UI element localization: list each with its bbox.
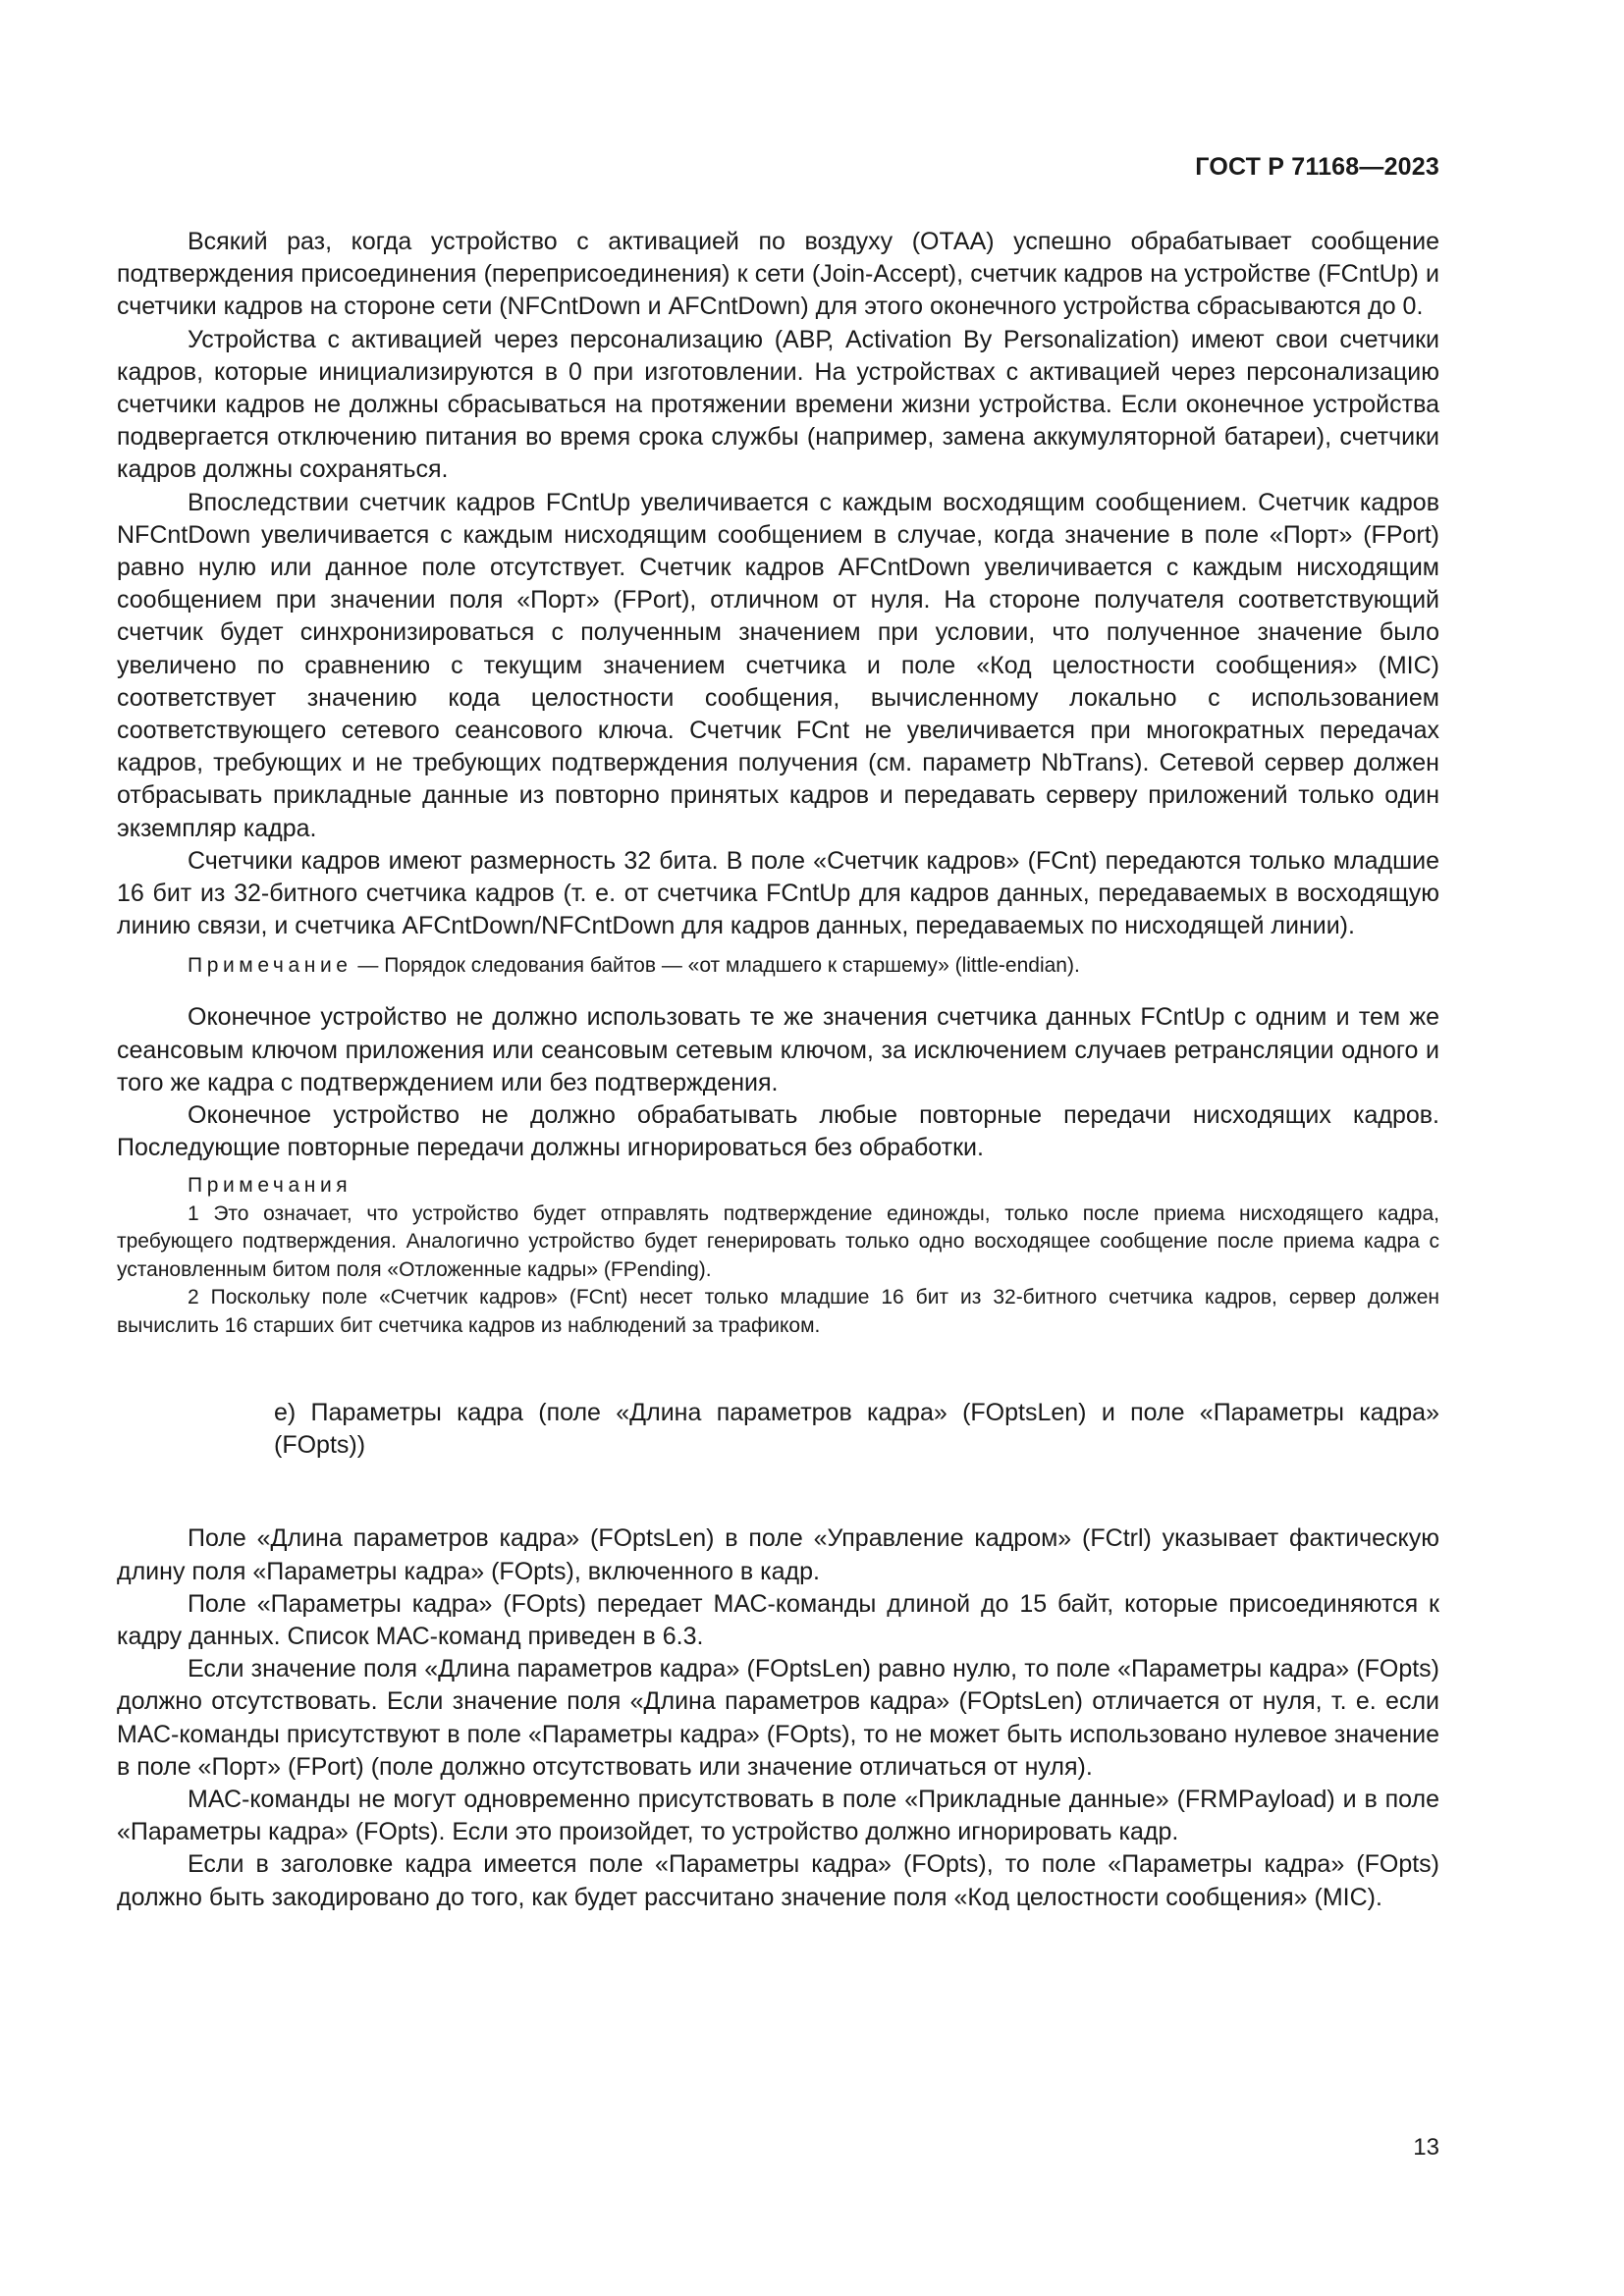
- paragraph: Оконечное устройство не должно использовать те же значения счетчика данных FCntUp с одним и тем же сеансовым ключом приложения или сеансовым сетевым ключом, за исключением случаев ретрансляции одного и того же кадра с подтверждением или без подтверждения.: [117, 1003, 1439, 1096]
- note: [117, 952, 1439, 980]
- note-text: — Порядок следования байтов — «от младшего к старшему» (little-endian).: [357, 954, 1080, 978]
- notes-title: Примечания: [188, 1174, 352, 1198]
- paragraph: Оконечное устройство не должно обрабатывать любые повторные передачи нисходящих кадров. Последующие повторные передачи должны игнорироваться без обработки.: [117, 1101, 1439, 1162]
- document-id-header: ГОСТ Р 71168—2023: [1195, 153, 1439, 181]
- paragraph: Поле «Длина параметров кадра» (FOptsLen) в поле «Управление кадром» (FCtrl) указывает фактическую длину поля «Параметры кадра» (FOpts), включенного в кадр.: [117, 1524, 1439, 1585]
- note-item: 2 Поскольку поле «Счетчик кадров» (FCnt) несет только младшие 16 бит из 32-битного счетчика кадров, сервер должен вычислить 16 старших бит счетчика кадров из наблюдений за трафиком.: [117, 1286, 1439, 1337]
- paragraph: Поле «Параметры кадра» (FOpts) передает МАС-команды длиной до 15 байт, которые присоединяются к кадру данных. Список МАС-команд приведен в 6.3.: [117, 1589, 1439, 1650]
- paragraph: МАС-команды не могут одновременно присутствовать в поле «Прикладные данные» (FRMPayload) и в поле «Параметры кадра» (FOpts). Если это произойдет, то устройство должно игнорировать кадр.: [117, 1785, 1439, 1846]
- notes-block: [117, 1172, 1439, 1339]
- paragraph: Впоследствии счетчик кадров FCntUp увеличивается с каждым восходящим сообщением. Счетчик кадров NFCntDown увеличивается с каждым нисходящим сообщением в случае, когда значение в поле «Порт» (FPort) равно нулю или данное поле отсутствует. Счетчик кадров AFCntDown увеличивается с каждым нисходящим сообщением при значении поля «Порт» (FPort), отличном от нуля. На стороне получателя соответствующий счетчик будет синхронизироваться с полученным значением при условии, что полученное значение было увеличено по сравнению с текущим значением счетчика и поле «Код целостности сообщения» (MIC) соответствует значению кода целостности сообщения, вычисленному локально с использованием соответствующего сетевого сеансового ключа. Счетчик FCnt не увеличивается при многократных передачах кадров, требующих и не требующих подтверждения получения (см. параметр NbTrans). Сетевой сервер должен отбрасывать прикладные данные из повторно принятых кадров и передавать серверу приложений только один экземпляр кадра.: [117, 488, 1439, 842]
- paragraph: Если в заголовке кадра имеется поле «Параметры кадра» (FOpts), то поле «Параметры кадра» (FOpts) должно быть закодировано до того, как будет рассчитано значение поля «Код целостности сообщения» (MIC).: [117, 1850, 1439, 1911]
- paragraph: Всякий раз, когда устройство с активацией по воздуху (ОТАА) успешно обрабатывает сообщение подтверждения присоединения (переприсоединения) к сети (Join-Accept), счетчик кадров на устройстве (FCntUp) и счетчики кадров на стороне сети (NFCntDown и AFCntDown) для этого оконечного устройства сбрасываются до 0.: [117, 228, 1439, 321]
- note-item: 1 Это означает, что устройство будет отправлять подтверждение единожды, только после приема нисходящего кадра, требующего подтверждения. Аналогично устройство будет генерировать только одно восходящее сообщение после приема кадра с установленным битом поля «Отложенные кадры» (FPending).: [117, 1201, 1439, 1281]
- paragraph: Устройства с активацией через персонализацию (АВР, Activation By Personalization) имеют свои счетчики кадров, которые инициализируются в 0 при изготовлении. На устройствах с активацией через персонализацию счетчики кадров не должны сбрасываться на протяжении времени жизни устройства. Если оконечное устройства подвергается отключению питания во время срока службы (например, замена аккумуляторной батареи), счетчики кадров должны сохраняться.: [117, 325, 1439, 484]
- document-body: [117, 226, 1439, 1914]
- page-number: 13: [1413, 2134, 1439, 2161]
- note-label: Примечание: [188, 954, 352, 978]
- paragraph: Счетчики кадров имеют размерность 32 бита. В поле «Счетчик кадров» (FCnt) передаются только младшие 16 бит из 32-битного счетчика кадров (т. е. от счетчика FCntUp для кадров данных, передаваемых в восходящую линию связи, и счетчика AFCntDown/NFCntDown для кадров данных, передаваемых по нисходящей линии).: [117, 846, 1439, 940]
- section-subheading: е) Параметры кадра (поле «Длина параметров кадра» (FOptsLen) и поле «Параметры кадра» (FOpts)): [274, 1398, 1439, 1460]
- paragraph: Если значение поля «Длина параметров кадра» (FOptsLen) равно нулю, то поле «Параметры кадра» (FOpts) должно отсутствовать. Если значение поля «Длина параметров кадра» (FOptsLen) отличается от нуля, т. е. если МАС-команды присутствуют в поле «Параметры кадра» (FOpts), то не может быть использовано нулевое значение в поле «Порт» (FPort) (поле должно отсутствовать или значение отличаться от нуля).: [117, 1655, 1439, 1781]
